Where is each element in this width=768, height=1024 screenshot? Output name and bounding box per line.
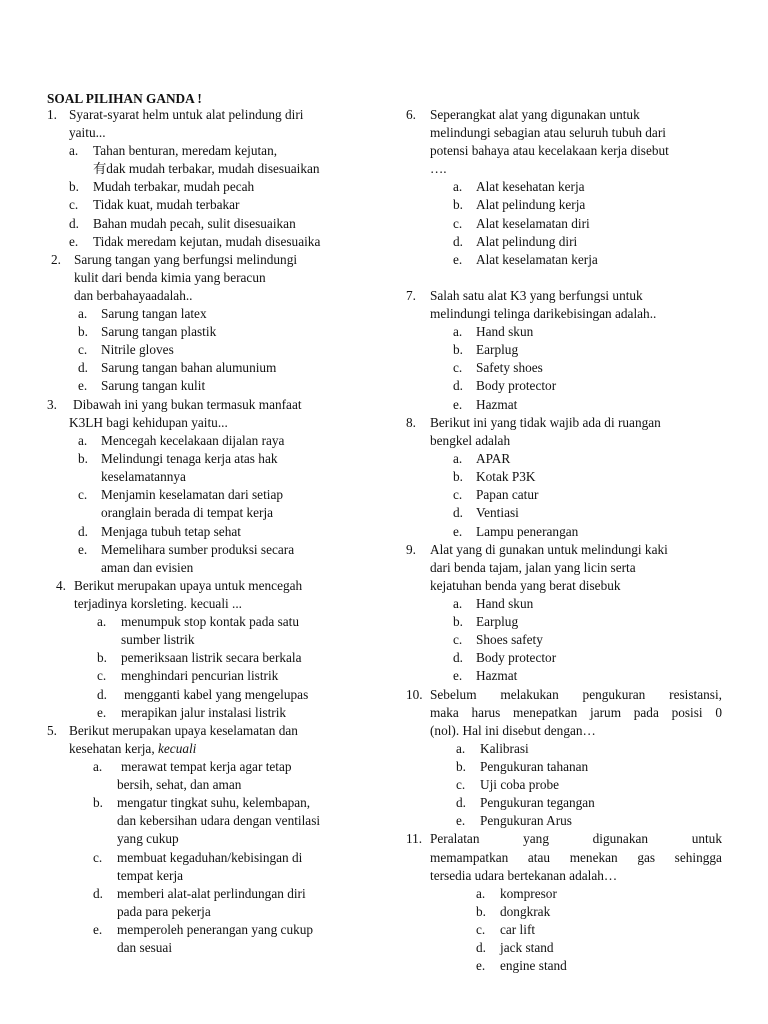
option-key: c. [69,197,79,212]
option-text: merawat tempat kerja agar tetap [121,759,292,774]
option-key: e. [78,378,88,393]
option-text: sumber listrik [121,632,195,647]
option-key: c. [97,668,107,683]
option-text: jack stand [500,940,554,955]
option-text: dan kebersihan udara dengan ventilasi [117,813,321,828]
word: Peralatan [430,831,480,846]
option-text: yang cukup [117,831,179,846]
option-key: a. [453,451,463,466]
option-key: d. [476,940,486,955]
question-number: 2. [51,252,61,267]
option-text: Body protector [476,650,557,665]
word: maka [430,705,459,720]
option-text: 有dak mudah terbakar, mudah disesuaikan [93,161,320,176]
option-text: Tidak kuat, mudah terbakar [93,197,240,212]
option-text: Uji coba probe [480,777,560,792]
option-key: a. [69,143,79,158]
option-key: c. [453,487,463,502]
question-text: dan berbahayaadalah.. [74,288,193,303]
option-text: Earplug [476,614,519,629]
option-text: Sarung tangan latex [101,306,207,321]
question-number: 4. [56,578,66,593]
option-key: d. [453,650,463,665]
option-text: Sarung tangan kulit [101,378,206,393]
option-key: d. [78,524,88,539]
word: atau [527,850,551,865]
option-key: e. [453,668,463,683]
question-text: K3LH bagi kehidupan yaitu... [69,415,228,430]
word: menekan [569,850,618,865]
question-number: 10. [406,687,423,702]
option-text: mengatur tingkat suhu, kelembapan, [117,795,311,810]
option-text: pemeriksaan listrik secara berkala [121,650,302,665]
option-text: keselamatannya [101,469,186,484]
question-text [430,830,722,848]
option-key: a. [456,741,466,756]
question-text: Berikut merupakan upaya untuk mencegah [74,578,303,593]
option-text: menghindari pencurian listrik [121,668,279,683]
option-text: Safety shoes [476,360,543,375]
option-text: bersih, sehat, dan aman [117,777,242,792]
option-key: c. [453,216,463,231]
option-text: kompresor [500,886,557,901]
option-key: a. [78,306,88,321]
option-text: Hazmat [476,397,518,412]
option-text: Nitrile gloves [101,342,174,357]
option-text: oranglain berada di tempat kerja [101,505,274,520]
option-text: Alat pelindung diri [476,234,578,249]
option-text: Alat keselamatan kerja [476,252,598,267]
option-key: c. [78,342,88,357]
option-text: menumpuk stop kontak pada satu [121,614,300,629]
question-text [430,704,722,722]
question-text: Berikut merupakan upaya keselamatan dan [69,723,298,738]
question-text: …. [430,161,447,176]
option-key: a. [78,433,88,448]
question-number: 8. [406,415,416,430]
option-text: Pengukuran Arus [480,813,572,828]
option-key: a. [476,886,486,901]
word: yang [523,831,549,846]
question-text: Seperangkat alat yang digunakan untuk [430,107,640,122]
question-text: melindungi sebagian atau seluruh tubuh dari [430,125,666,140]
word: pada [633,705,659,720]
question-text-part: kesehatan kerja, [69,741,155,756]
option-text: mengganti kabel yang mengelupas [124,687,309,702]
option-text: Tidak meredam kejutan, mudah disesuaika [93,234,321,249]
question-number: 1. [47,107,57,122]
option-key: d. [453,234,463,249]
word: pengukuran [582,687,646,702]
option-key: b. [453,469,463,484]
question-text: bengkel adalah [430,433,511,448]
question-text: Berikut ini yang tidak wajib ada di ruangan [430,415,661,430]
option-key: b. [453,342,463,357]
option-key: d. [456,795,466,810]
option-key: a. [453,596,463,611]
option-key: c. [453,360,463,375]
option-text: Alat pelindung kerja [476,197,586,212]
option-key: e. [476,958,486,973]
question-text: Sarung tangan yang berfungsi melindungi [74,252,298,267]
option-text: Mencegah kecelakaan dijalan raya [101,433,285,448]
question-text: potensi bahaya atau kecelakaan kerja disebut [430,143,669,158]
word: 0 [715,705,722,720]
option-key: c. [476,922,486,937]
word: memampatkan [430,850,509,865]
option-text: Pengukuran tahanan [480,759,589,774]
option-key: b. [456,759,466,774]
option-key: b. [97,650,107,665]
word: untuk [691,831,722,846]
question-text: kejatuhan benda yang berat disebuk [430,578,621,593]
question-text: kulit dari benda kimia yang beracun [74,270,266,285]
option-text: Alat kesehatan kerja [476,179,585,194]
word: harus [471,705,501,720]
question-text: Dibawah ini yang bukan termasuk manfaat [73,397,302,412]
question-text: tersedia udara bertekanan adalah… [430,868,618,883]
option-text: Menjamin keselamatan dari setiap [101,487,284,502]
word: gas [637,850,656,865]
option-text: Bahan mudah pecah, sulit disesuaikan [93,216,296,231]
option-text: merapikan jalur instalasi listrik [121,705,287,720]
option-key: d. [97,687,107,702]
word: posisi [671,705,703,720]
option-text: Melindungi tenaga kerja atas hak [101,451,278,466]
option-text: engine stand [500,958,567,973]
option-text: Tahan benturan, meredam kejutan, [93,143,278,158]
option-text: Hand skun [476,596,534,611]
option-key: e. [69,234,79,249]
option-key: b. [69,179,79,194]
option-key: a. [453,324,463,339]
option-key: c. [93,850,103,865]
option-key: b. [93,795,103,810]
question-emphasis: kecuali [157,741,197,756]
question-number: 9. [406,542,416,557]
option-text: Mudah terbakar, mudah pecah [93,179,255,194]
option-key: d. [453,378,463,393]
question-text [69,740,196,758]
option-key: c. [456,777,466,792]
option-text: Kalibrasi [480,741,529,756]
option-key: b. [78,324,88,339]
option-text: dongkrak [500,904,551,919]
question-text: dari benda tajam, jalan yang licin serta [430,560,636,575]
option-text: pada para pekerja [117,904,211,919]
option-key: d. [78,360,88,375]
option-key: b. [453,614,463,629]
option-text: memberi alat-alat perlindungan diri [117,886,306,901]
option-key: c. [78,487,88,502]
option-key: b. [78,451,88,466]
option-text: Lampu penerangan [476,524,579,539]
option-text: dan sesuai [117,940,173,955]
question-text [430,849,722,867]
option-text: Papan catur [476,487,539,502]
option-text: APAR [476,451,511,466]
option-text: Menjaga tubuh tetap sehat [101,524,241,539]
page-title: SOAL PILIHAN GANDA ! [47,91,202,106]
option-key: e. [453,524,463,539]
option-key: a. [97,614,107,629]
option-key: a. [93,759,103,774]
option-key: e. [97,705,107,720]
option-text: Pengukuran tegangan [480,795,595,810]
question-text: Alat yang di gunakan untuk melindungi kaki [430,542,668,557]
option-key: e. [453,397,463,412]
option-text: Body protector [476,378,557,393]
option-text: Hazmat [476,668,518,683]
question-text: melindungi telinga darikebisingan adalah.. [430,306,657,321]
question-number: 3. [47,397,57,412]
option-text: Hand skun [476,324,534,339]
option-text: Shoes safety [476,632,543,647]
option-key: c. [453,632,463,647]
question-text: Salah satu alat K3 yang berfungsi untuk [430,288,643,303]
option-text: Kotak P3K [476,469,536,484]
option-key: d. [453,505,463,520]
option-key: e. [78,542,88,557]
question-number: 7. [406,288,416,303]
option-text: Sarung tangan plastik [101,324,217,339]
option-key: e. [453,252,463,267]
option-key: d. [69,216,79,231]
question-number: 5. [47,723,57,738]
option-text: car lift [500,922,536,937]
question-text: terjadinya korsleting. kecuali ... [74,596,243,611]
question-text: Syarat-syarat helm untuk alat pelindung diri [69,107,304,122]
word: resistansi, [669,687,722,702]
option-text: Alat keselamatan diri [476,216,590,231]
question-text [430,686,722,704]
option-key: b. [476,904,486,919]
word: digunakan [592,831,649,846]
word: sehingga [674,850,722,865]
option-text: memperoleh penerangan yang cukup [117,922,314,937]
option-key: b. [453,197,463,212]
question-text: yaitu... [69,125,106,140]
option-key: e. [93,922,103,937]
option-text: Earplug [476,342,519,357]
option-text: membuat kegaduhan/kebisingan di [117,850,303,865]
question-number: 6. [406,107,416,122]
option-text: aman dan evisien [101,560,194,575]
word: menepatkan [513,705,578,720]
word: melakukan [500,687,559,702]
question-number: 11. [406,831,423,846]
word: Sebelum [430,687,477,702]
option-key: e. [456,813,466,828]
option-key: d. [93,886,103,901]
option-text: Memelihara sumber produksi secara [101,542,295,557]
word: jarum [590,705,622,720]
option-text: tempat kerja [117,868,184,883]
option-key: a. [453,179,463,194]
question-text: (nol). Hal ini disebut dengan… [430,723,596,738]
option-text: Ventiasi [476,505,519,520]
option-text: Sarung tangan bahan alumunium [101,360,277,375]
